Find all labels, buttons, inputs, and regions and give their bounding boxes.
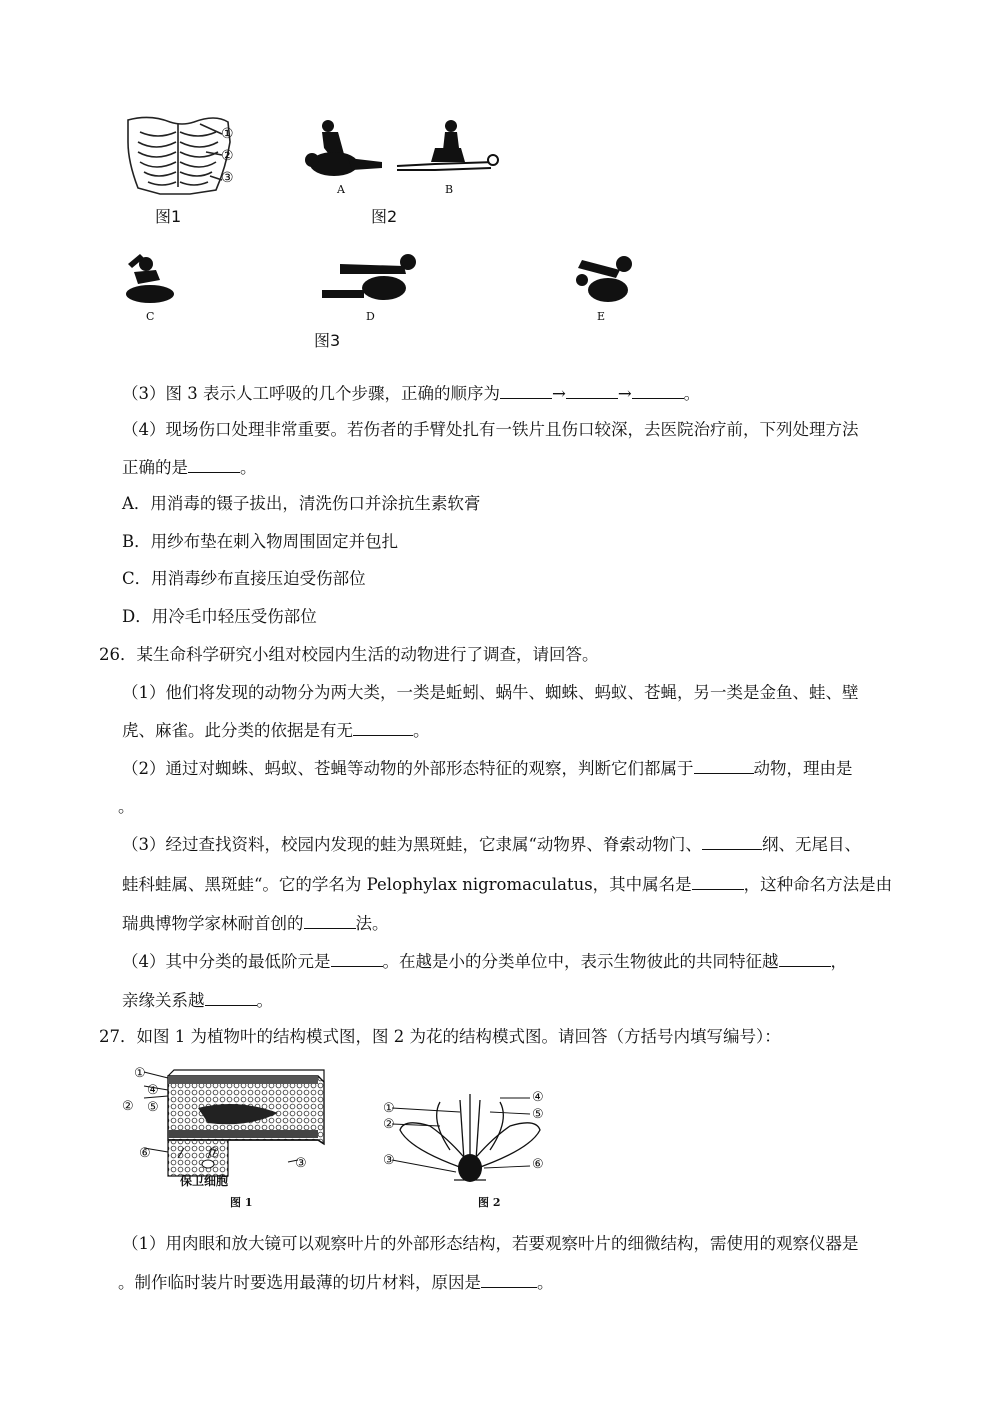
resp-step-e: [568, 250, 636, 306]
q26-part4-line2-end: 。: [256, 991, 273, 1010]
leaf-mark-1: ①: [134, 1066, 146, 1081]
fig3-caption: 图3: [314, 331, 341, 350]
fig1-caption: 图1: [155, 207, 182, 226]
answer-blank[interactable]: [188, 456, 240, 473]
answer-blank[interactable]: [353, 719, 413, 736]
q26-part2-end: 动物，理由是: [753, 759, 853, 778]
q27-part1-prefix: 。制作临时装片时要选用最薄的切片材料，原因是: [118, 1273, 481, 1292]
fig2-caption: 图2: [371, 207, 398, 226]
q25-option-a: A．用消毒的镊子拔出，清洗伤口并涂抗生素软膏: [122, 494, 481, 513]
q25-option-c: C．用消毒纱布直接压迫受伤部位: [122, 569, 366, 588]
rescue-figure-a: [298, 118, 384, 180]
q26-part2-line2: 。: [118, 797, 135, 816]
q26-part3-line2-end: ，这种命名方法是由: [743, 875, 893, 894]
leaf-mark-7: ⑦: [208, 1146, 220, 1161]
flower-mark-1: ①: [383, 1101, 395, 1116]
q26-part3-line3-end: 法。: [355, 914, 389, 933]
fig3-label-c: C: [146, 310, 155, 323]
q26-part4-line1: [122, 950, 847, 973]
q26-part2-line1: [122, 757, 853, 780]
answer-blank[interactable]: [632, 382, 684, 399]
q27-part1-line1: （1）用肉眼和放大镜可以观察叶片的外部形态结构，若要观察叶片的细微结构，需使用的观察仪器是: [122, 1234, 859, 1253]
q26-part3-line1: [122, 833, 861, 856]
q26-part4-prefix: （4）其中分类的最低阶元是: [122, 952, 331, 971]
flower-mark-4: ④: [532, 1090, 544, 1105]
q26-stem: 26．某生命科学研究小组对校园内生活的动物进行了调查，请回答。: [99, 645, 599, 664]
q26-part4-mid: 。在越是小的分类单位中，表示生物彼此的共同特征越: [382, 952, 779, 971]
q26-part3-line2-prefix: 蛙科蛙属、黑斑蛙“。它的学名为 Pelophylax nigromaculatus，其中属名是: [122, 875, 692, 894]
answer-blank[interactable]: [702, 833, 762, 850]
answer-blank[interactable]: [481, 1271, 537, 1288]
q26-part4-line2-prefix: 亲缘关系越: [122, 991, 205, 1010]
q25-part4-line1: （4）现场伤口处理非常重要。若伤者的手臂处扎有一铁片且伤口较深，去医院治疗前，下列处理方法: [122, 420, 859, 439]
q27-stem: 27．如图 1 为植物叶的结构模式图，图 2 为花的结构模式图。请回答（方括号内填写编号）：: [99, 1027, 781, 1046]
q26-part3-end: 纲、无尾目、: [761, 835, 861, 854]
fig3-label-d: D: [366, 310, 375, 323]
q26-part4-end: ，: [830, 952, 847, 971]
leaf-mark-2: ②: [122, 1099, 134, 1114]
flower-mark-5: ⑤: [532, 1107, 544, 1122]
answer-blank[interactable]: [779, 950, 831, 967]
q26-part1-line2: [122, 719, 430, 742]
q25-option-d: D．用冷毛巾轻压受伤部位: [122, 607, 317, 626]
q26-part2-prefix: （2）通过对蜘蛛、蚂蚁、苍蝇等动物的外部形态特征的观察，判断它们都属于: [122, 759, 694, 778]
q25-option-b: B．用纱布垫在刺入物周围固定并包扎: [122, 532, 399, 551]
answer-blank[interactable]: [566, 382, 618, 399]
resp-step-c: [124, 250, 180, 306]
answer-blank[interactable]: [692, 873, 744, 890]
flower-mark-3: ③: [383, 1153, 395, 1168]
answer-blank[interactable]: [694, 757, 754, 774]
q25-part4-prefix: 正确的是: [122, 458, 188, 477]
answer-blank[interactable]: [304, 912, 356, 929]
ribcage-mark-2: ②: [221, 148, 234, 164]
rescue-figure-b: [395, 118, 503, 176]
q25-part4-end: 。: [240, 458, 257, 477]
q26-part1-line1: （1）他们将发现的动物分为两大类，一类是蚯蚓、蜗牛、蜘蛛、蚂蚁、苍蝇，另一类是金鱼、蛙、壁: [122, 683, 859, 702]
q26-part3-line3: [122, 912, 389, 935]
flower-caption: 图 2: [478, 1196, 501, 1209]
leaf-guard-cell-label: 保卫细胞: [180, 1174, 229, 1188]
ribcage-mark-3: ③: [221, 170, 234, 186]
q26-part3-prefix: （3）经过查找资料，校园内发现的蛙为黑斑蛙，它隶属“动物界、脊索动物门、: [122, 835, 702, 854]
fig2-label-a: A: [337, 183, 345, 196]
arrow: →: [552, 384, 566, 403]
answer-blank[interactable]: [331, 950, 383, 967]
answer-blank[interactable]: [500, 382, 552, 399]
arrow: →: [617, 384, 632, 403]
leaf-mark-6: ⑥: [139, 1146, 151, 1161]
q26-part1-prefix: 虎、麻雀。此分类的依据是有无: [122, 721, 353, 740]
resp-step-d: [320, 250, 420, 306]
fig2-label-b: B: [445, 183, 454, 196]
q25-part3-end: 。: [683, 384, 701, 403]
leaf-caption: 图 1: [230, 1196, 253, 1209]
leaf-mark-4: ④: [147, 1083, 159, 1098]
leaf-mark-3: ③: [295, 1156, 307, 1171]
q27-part1-end: 。: [537, 1273, 554, 1292]
ribcage-mark-1: ①: [221, 126, 234, 142]
q27-part1-line2: [118, 1271, 554, 1294]
q25-part4-line2: [122, 456, 257, 479]
q25-part3: [122, 382, 700, 405]
q25-part3-prefix: （3）图 3 表示人工呼吸的几个步骤，正确的顺序为: [122, 384, 500, 403]
flower-mark-6: ⑥: [532, 1157, 544, 1172]
q26-part4-line2: [122, 989, 273, 1012]
fig3-label-e: E: [597, 310, 606, 323]
q26-part1-end: 。: [413, 721, 430, 740]
leaf-mark-5: ⑤: [147, 1100, 159, 1115]
q26-part3-line3-prefix: 瑞典博物学家林耐首创的: [122, 914, 304, 933]
answer-blank[interactable]: [205, 989, 257, 1006]
flower-mark-2: ②: [383, 1117, 395, 1132]
q26-part3-line2: [122, 873, 892, 896]
